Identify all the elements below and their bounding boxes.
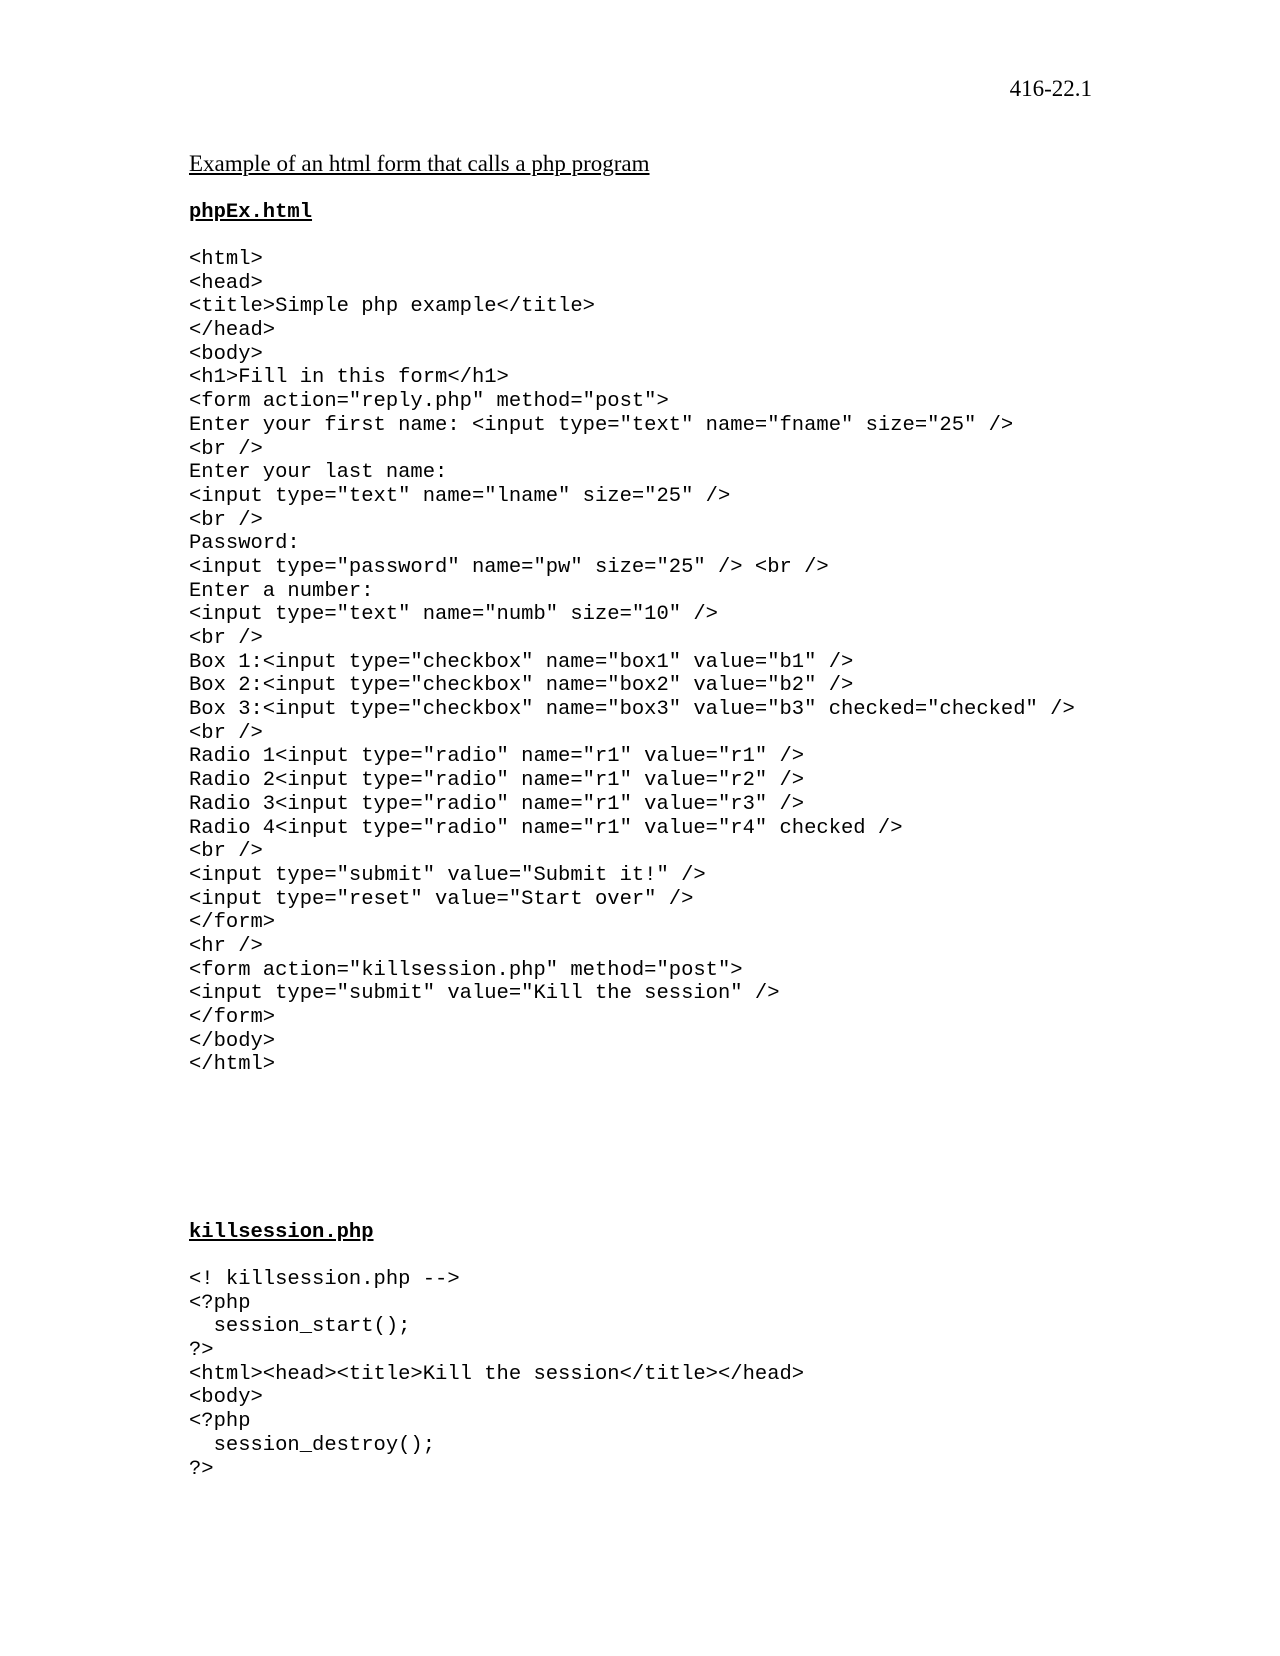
- code-line: </form>: [189, 911, 276, 935]
- code-line: <input type="submit" value="Kill the session" />: [189, 982, 780, 1006]
- document-title: Example of an html form that calls a php program: [189, 151, 650, 176]
- code-line: Password:: [189, 532, 300, 556]
- code-line: ?>: [189, 1339, 214, 1363]
- code-line: </form>: [189, 1006, 276, 1029]
- code-line: Box 3:<input type="checkbox" name="box3" value="b3" checked="checked" />: [189, 698, 1075, 722]
- code-line: <hr />: [189, 934, 263, 958]
- code-line: <input type="text" name="lname" size="25" />: [189, 484, 731, 508]
- code-line: Radio 4<input type="radio" name="r1" value="r4" checked />: [189, 816, 903, 840]
- code-line: Box 1:<input type="checkbox" name="box1" value="b1" />: [189, 650, 854, 674]
- code-block-killsession: [189, 1268, 804, 1481]
- code-line: Enter your last name:: [189, 461, 448, 485]
- code-line: <?php: [189, 1291, 251, 1315]
- code-line: <body>: [189, 342, 263, 366]
- code-line: session_destroy();: [189, 1433, 436, 1457]
- code-line: <br />: [189, 508, 263, 532]
- code-line: </head>: [189, 319, 276, 343]
- code-line: <br />: [189, 721, 263, 745]
- code-line: </html>: [189, 1053, 276, 1077]
- code-line: Box 2:<input type="checkbox" name="box2" value="b2" />: [189, 674, 854, 698]
- code-line: <form action="killsession.php" method="post">: [189, 958, 743, 982]
- code-line: session_start();: [189, 1315, 411, 1339]
- code-line: Radio 2<input type="radio" name="r1" value="r2" />: [189, 769, 805, 793]
- code-line: <h1>Fill in this form</h1>: [189, 366, 509, 390]
- code-line: <input type="reset" value="Start over" />: [189, 887, 694, 911]
- code-line: <body>: [189, 1386, 263, 1410]
- code-block-phpex: [189, 248, 1075, 1077]
- code-line: <title>Simple php example</title>: [189, 295, 595, 319]
- code-line: <html>: [189, 248, 263, 271]
- code-line: Radio 1<input type="radio" name="r1" value="r1" />: [189, 745, 805, 769]
- code-line: </body>: [189, 1029, 276, 1053]
- code-line: <head>: [189, 271, 263, 295]
- code-line: <br />: [189, 627, 263, 650]
- code-line: <! killsession.php -->: [189, 1268, 460, 1291]
- code-line: Radio 3<input type="radio" name="r1" value="r3" />: [189, 792, 805, 816]
- code-line: <br />: [189, 437, 263, 461]
- code-line: ?>: [189, 1457, 214, 1481]
- code-line: <input type="password" name="pw" size="25" /> <br />: [189, 555, 829, 579]
- code-line: <input type="submit" value="Submit it!" />: [189, 863, 706, 887]
- code-line: <br />: [189, 840, 263, 864]
- file-heading-killsession: killsession.php: [189, 1221, 374, 1244]
- code-line: <input type="text" name="numb" size="10" />: [189, 603, 718, 627]
- code-line: <html><head><title>Kill the session</title></head>: [189, 1362, 805, 1386]
- code-line: Enter a number:: [189, 579, 374, 603]
- file-heading-phpex: phpEx.html: [189, 201, 313, 224]
- code-line: <form action="reply.php" method="post">: [189, 390, 669, 414]
- code-line: <?php: [189, 1410, 251, 1434]
- code-line: Enter your first name: <input type="text" name="fname" size="25" />: [189, 413, 1014, 437]
- page-number: 416-22.1: [1009, 76, 1092, 101]
